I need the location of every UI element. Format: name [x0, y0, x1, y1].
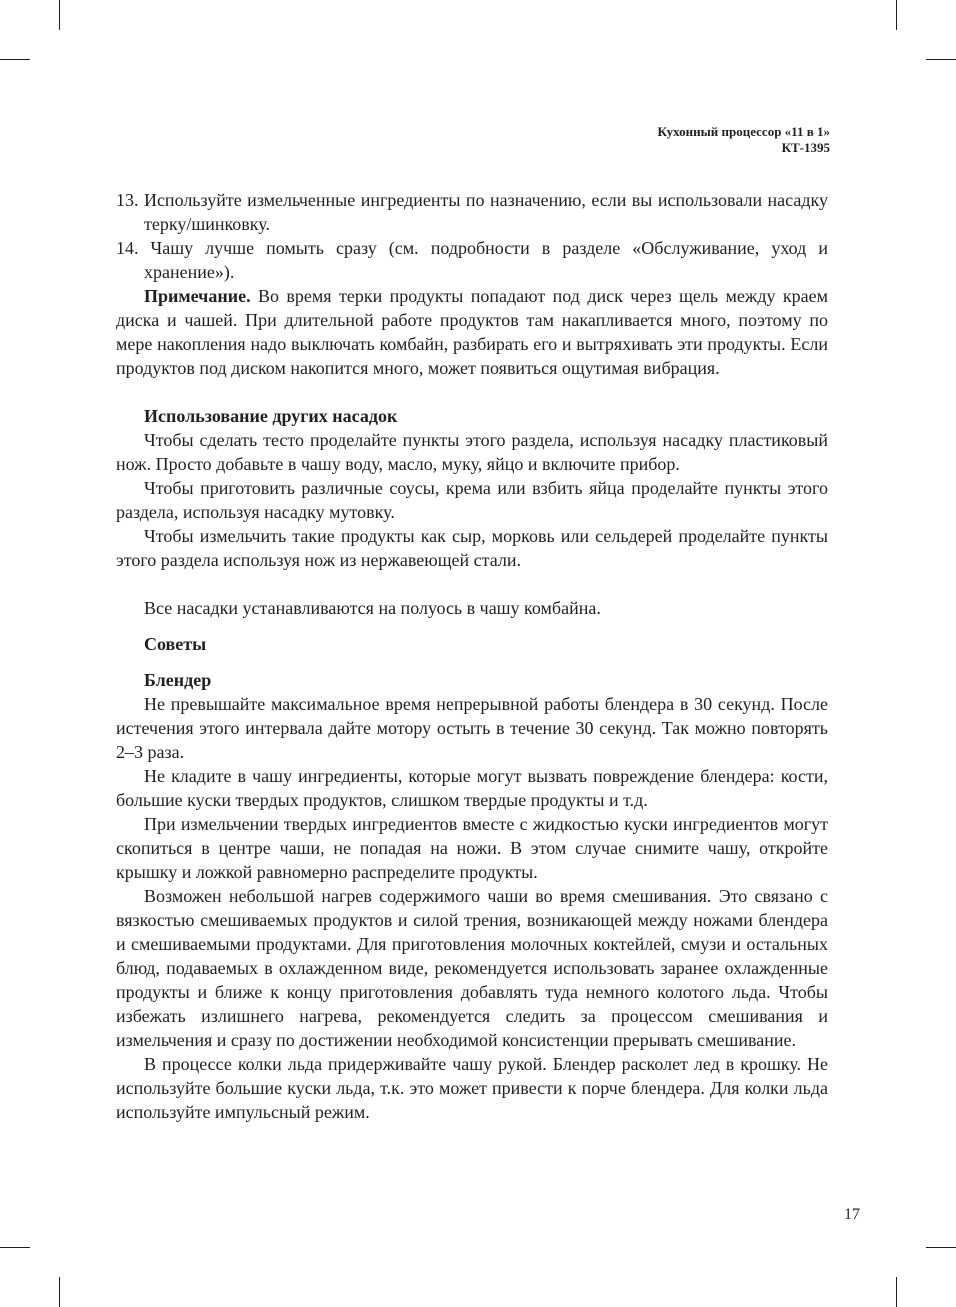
paragraph: В процессе колки льда придерживайте чашу рукой. Блендер расколет лед в крошку. Не используйте большие куски льда, т.к. это может привести к порче блендера. Для колки льда используйте импульсный режим. [116, 1054, 828, 1122]
paragraph: Чтобы измельчить такие продукты как сыр, морковь или сельдерей проделайте пункты этого раздела используя нож из нержавеющей стали. [116, 526, 828, 570]
page-body [116, 188, 828, 1124]
paragraph: Чтобы приготовить различные соусы, крема или взбить яйца проделайте пункты этого раздела, используя насадку мутовку. [116, 478, 828, 522]
crop-mark [0, 1247, 30, 1248]
crop-mark [59, 1277, 60, 1307]
paragraph: Не кладите в чашу ингредиенты, которые могут вызвать повреждение блендера: кости, большие куски твердых продуктов, слишком твердые продукты и т.д. [116, 766, 828, 810]
subsection-heading: Блендер [144, 670, 212, 690]
paragraph: Не превышайте максимальное время непрерывной работы блендера в 30 секунд. После истечения этого интервала дайте мотору остыть в течение 30 секунд. Так можно повторять 2–3 раза. [116, 694, 828, 762]
header-product-name: Кухонный процессор «11 в 1» [657, 124, 830, 139]
paragraph: Возможен небольшой нагрев содержимого чаши во время смешивания. Это связано с вязкостью смешиваемых продуктов и силой трения, возникающей между ножами блендера и смешиваемыми продуктами. Для приготовления молочных коктейлей, смузи и остальных блюд, подаваемых в охлажденном виде, рекомендуется использовать заранее охлажденные продукты и ближе к концу приготовления добавлять туда немного колотого льда. Чтобы избежать излишнего нагрева, рекомендуется следить за процессом смешивания и измельчения и сразу по достижении необходимой консистенции прерывать смешивание. [116, 886, 828, 1050]
section-heading: Использование других насадок [144, 406, 398, 426]
note-label: Примечание. [144, 286, 251, 306]
crop-mark [896, 0, 897, 30]
crop-mark [59, 0, 60, 30]
running-header [658, 124, 830, 156]
note-text: Во время терки продукты попадают под диск через щель между краем диска и чашей. При длительной работе продуктов там накапливается много, поэтому по мере накопления надо выключать комбайн, разбирать его и вытряхивать эти продукты. Если продуктов под диском накопится много, может появиться ощутимая вибрация. [116, 286, 828, 378]
crop-mark [0, 59, 30, 60]
header-model: КТ-1395 [781, 140, 830, 155]
list-item: 14. Чашу лучше помыть сразу (см. подробности в разделе «Обслуживание, уход и хранение»). [116, 238, 828, 282]
note-paragraph [116, 284, 828, 380]
crop-mark [926, 59, 956, 60]
paragraph: При измельчении твердых ингредиентов вместе с жидкостью куски ингредиентов могут скопиться в центре чаши, не попадая на ножи. В этом случае снимите чашу, откройте крышку и ложкой равномерно распределите продукты. [116, 814, 828, 882]
paragraph: Все насадки устанавливаются на полуось в чашу комбайна. [144, 598, 601, 618]
section-heading: Советы [144, 634, 207, 654]
list-item: 13. Используйте измельченные ингредиенты по назначению, если вы использовали насадку терку/шинковку. [116, 190, 828, 234]
page-number: 17 [844, 1206, 860, 1223]
crop-mark [896, 1277, 897, 1307]
paragraph: Чтобы сделать тесто проделайте пункты этого раздела, используя насадку пластиковый нож. Просто добавьте в чашу воду, масло, муку, яйцо и включите прибор. [116, 430, 828, 474]
crop-mark [926, 1247, 956, 1248]
